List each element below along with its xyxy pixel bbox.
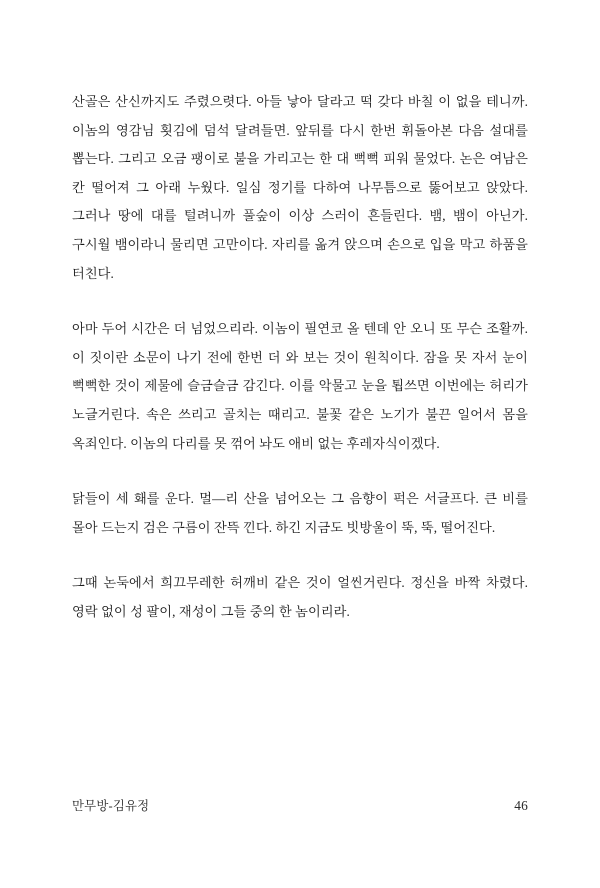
paragraph: 닭들이 세 홰를 운다. 멀―리 산을 넘어오는 그 음향이 퍽은 서글프다. 큰 비를 몰아 드는지 검은 구름이 잔뜩 낀다. 하긴 지금도 빗방울이 뚝, 뚝, 떨어진다. xyxy=(72,491,528,535)
page-footer xyxy=(72,796,528,814)
footer-title: 만무방-김유정 xyxy=(72,799,150,813)
paragraph: 산골은 산신까지도 주렸으렷다. 아들 낳아 달라고 떡 갖다 바칠 이 없을 테니까. 이놈의 영감님 횟김에 덤석 달려들면. 앞뒤를 다시 한번 휘돌아본 다음 설대를 뽑는다. 그리고 오금 팽이로 불을 가리고는 한 대 뻑뻑 피워 물었다. 논은 여남은 칸 떨어져 그 아래 누웠다. 일심 정기를 다하여 나무틈으로 뚫어보고 앉았다. 그러나 땅에 대를 털려니까 풀숲이 이상 스러이 흔들린다. 뱀, 뱀이 아닌가. 구시월 뱀이라니 물리면 고만이다. 자리를 옮겨 앉으며 손으로 입을 막고 하품을 터친다. xyxy=(72,94,528,281)
paragraph: 그때 논둑에서 희끄무레한 허깨비 같은 것이 얼씬거린다. 정신을 바짝 차렸다. 영락 없이 성 팔이, 재성이 그들 중의 한 놈이리라. xyxy=(72,575,528,619)
page-number: 46 xyxy=(514,798,528,813)
paragraph: 아마 두어 시간은 더 넘었으리라. 이놈이 필연코 올 텐데 안 오니 또 무슨 조활까. 이 짓이란 소문이 나기 전에 한번 더 와 보는 것이 원칙이다. 잠을 못 자서 눈이 뻑뻑한 것이 제물에 슬금슬금 감긴다. 이를 악물고 눈을 툅쓰면 이번에는 허리가 노글거린다. 속은 쓰리고 골치는 때리고. 불꽃 같은 노기가 불끈 일어서 몸을 옥죄인다. 이놈의 다리를 못 꺾어 놔도 애비 없는 후레자식이겠다. xyxy=(72,321,528,451)
document-body xyxy=(72,88,528,627)
